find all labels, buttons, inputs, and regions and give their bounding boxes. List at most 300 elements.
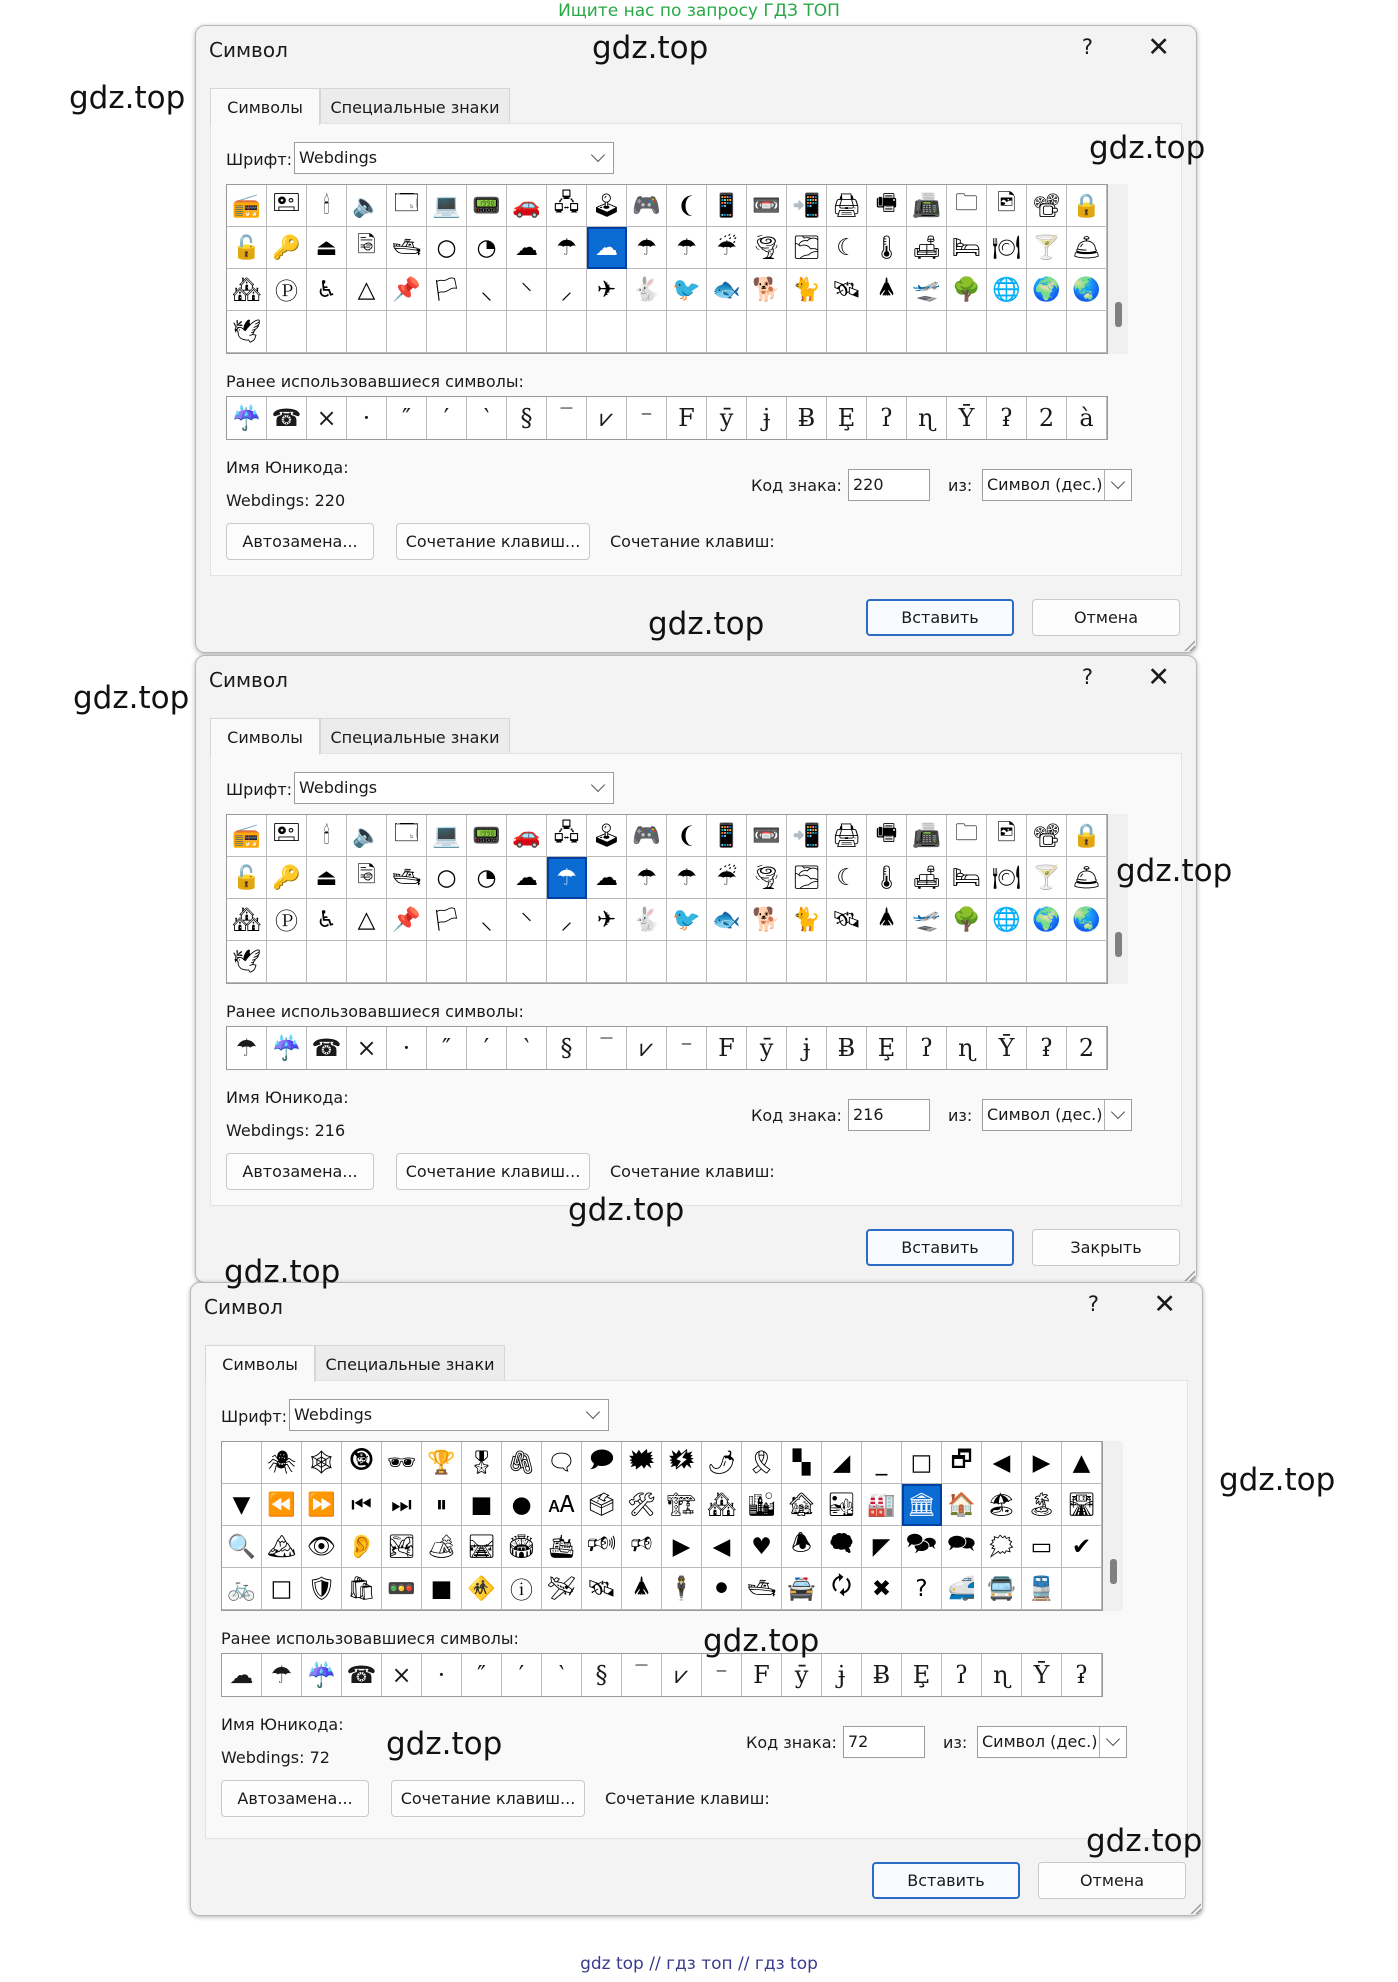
symbol-cell[interactable]: 🕬 (582, 1526, 622, 1568)
symbol-cell[interactable]: 🏘 (227, 269, 267, 311)
symbol-cell[interactable]: 🕲 (342, 1442, 382, 1484)
recent-symbol-cell[interactable]: ‵ (542, 1654, 582, 1696)
symbol-cell[interactable]: 🏠 (942, 1484, 982, 1526)
recent-symbol-cell[interactable]: ɉ (822, 1654, 862, 1696)
symbol-cell[interactable]: 🖨 (827, 815, 867, 857)
symbol-cell[interactable]: 🐈 (787, 269, 827, 311)
symbol-cell[interactable]: 🔒 (1067, 815, 1107, 857)
symbol-cell[interactable]: 🖧 (547, 185, 587, 227)
symbol-cell[interactable]: 🛋 (907, 227, 947, 269)
recent-symbol-cell[interactable]: F (667, 397, 707, 439)
symbol-cell[interactable]: ☁ (507, 227, 547, 269)
symbol-cell[interactable]: ▶ (662, 1526, 702, 1568)
symbol-cell[interactable]: 🚗 (507, 185, 547, 227)
symbol-cell[interactable] (427, 941, 467, 983)
symbol-cell[interactable]: 🗩 (582, 1442, 622, 1484)
symbol-cell[interactable] (427, 311, 467, 353)
symbol-cell[interactable]: ◔ (467, 857, 507, 899)
recent-symbol-cell[interactable]: ☎ (307, 1027, 347, 1069)
symbol-cell[interactable]: ○ (427, 227, 467, 269)
recent-symbol-cell[interactable]: · (422, 1654, 462, 1696)
symbol-cell[interactable]: 🐦 (667, 899, 707, 941)
symbol-cell[interactable]: 🔈 (347, 815, 387, 857)
symbol-cell[interactable]: △ (347, 269, 387, 311)
symbol-cell[interactable]: 🛏 (947, 227, 987, 269)
symbol-cell[interactable]: 🎖 (462, 1442, 502, 1484)
recent-symbol-cell[interactable]: × (347, 1027, 387, 1069)
symbol-cell[interactable]: 🖭 (267, 185, 307, 227)
autocorrect-button[interactable]: Автозамена... (221, 1780, 369, 1817)
scrollbar-thumb[interactable] (1110, 1559, 1117, 1584)
symbol-cell[interactable] (387, 941, 427, 983)
symbol-cell[interactable]: 🌏 (1067, 899, 1107, 941)
symbol-cell[interactable]: 🛣 (1062, 1484, 1102, 1526)
recent-symbol-cell[interactable]: 2 (1067, 1027, 1107, 1069)
symbol-cell[interactable]: 🛎 (1067, 227, 1107, 269)
recent-symbol-cell[interactable]: ☎ (342, 1654, 382, 1696)
cancel-button[interactable]: Отмена (1032, 599, 1180, 636)
symbol-cell[interactable]: ▚ (782, 1442, 822, 1484)
symbol-cell[interactable] (707, 311, 747, 353)
symbol-cell[interactable]: 🔓 (227, 857, 267, 899)
symbol-cell[interactable]: 🛤 (462, 1526, 502, 1568)
symbol-cell[interactable]: 🐇 (627, 899, 667, 941)
symbol-cell[interactable]: 📱 (707, 815, 747, 857)
recent-symbol-cell[interactable]: ☔ (267, 1027, 307, 1069)
symbol-cell[interactable]: ☾ (827, 857, 867, 899)
symbol-cell[interactable]: ☁ (587, 857, 627, 899)
symbol-cell[interactable]: 🐟 (707, 899, 747, 941)
from-select[interactable] (977, 1726, 1127, 1758)
symbol-cell[interactable] (547, 941, 587, 983)
symbol-cell[interactable]: 🗀 (947, 815, 987, 857)
recent-symbol-cell[interactable]: ɳ (982, 1654, 1022, 1696)
symbol-cell[interactable]: 🕶 (382, 1442, 422, 1484)
symbol-cell[interactable] (222, 1442, 262, 1484)
symbol-cell[interactable]: 🛏 (947, 857, 987, 899)
symbol-cell[interactable]: ✔ (1062, 1526, 1102, 1568)
recent-symbol-cell[interactable]: ‾ (622, 1654, 662, 1696)
symbol-cell[interactable]: ⸌ (507, 899, 547, 941)
symbol-cell[interactable]: 🕯 (307, 185, 347, 227)
symbol-cell[interactable]: 🎮 (627, 815, 667, 857)
symbol-cell[interactable]: 🕊 (227, 941, 267, 983)
symbol-cell[interactable]: 📠 (907, 185, 947, 227)
symbol-cell[interactable] (1027, 311, 1067, 353)
symbol-cell[interactable]: 🗚 (542, 1484, 582, 1526)
recent-symbol-cell[interactable]: ″ (387, 397, 427, 439)
symbol-cell[interactable]: 🏝 (1022, 1484, 1062, 1526)
recent-symbol-cell[interactable]: ⩗ (662, 1654, 702, 1696)
recent-symbol-cell[interactable]: ⁻ (702, 1654, 742, 1696)
symbol-cell[interactable]: 🛥 (387, 857, 427, 899)
symbol-cell[interactable]: ◔ (467, 227, 507, 269)
symbol-cell[interactable]: 🌫 (787, 227, 827, 269)
recent-symbol-cell[interactable]: · (387, 1027, 427, 1069)
symbol-cell[interactable]: 🌳 (947, 899, 987, 941)
symbol-cell[interactable]: 🏖 (982, 1484, 1022, 1526)
symbol-cell[interactable]: 🐕 (747, 899, 787, 941)
recent-symbol-cell[interactable]: ʔ (907, 1027, 947, 1069)
symbol-cell[interactable]: 🗟 (347, 227, 387, 269)
symbol-cell[interactable] (467, 311, 507, 353)
symbol-cell[interactable]: 🚆 (1022, 1568, 1062, 1610)
recent-symbol-cell[interactable]: ɳ (947, 1027, 987, 1069)
insert-button[interactable]: Вставить (872, 1862, 1020, 1899)
recent-symbol-cell[interactable]: ☁ (222, 1654, 262, 1696)
symbol-cell[interactable]: □ (902, 1442, 942, 1484)
symbol-cell[interactable] (747, 941, 787, 983)
resize-grip-icon[interactable] (1183, 639, 1195, 651)
symbol-cell[interactable]: 🌍 (1027, 899, 1067, 941)
recent-symbol-cell[interactable]: Ȳ (1022, 1654, 1062, 1696)
recent-symbol-cell[interactable]: ′ (427, 397, 467, 439)
symbol-cell[interactable]: 🏙 (742, 1484, 782, 1526)
symbol-cell[interactable]: ☔ (707, 227, 747, 269)
symbol-cell[interactable]: ☁ (587, 227, 627, 269)
symbol-cell[interactable]: ⏩ (302, 1484, 342, 1526)
recent-symbol-cell[interactable]: ‾ (587, 1027, 627, 1069)
symbol-cell[interactable]: 📻 (227, 815, 267, 857)
symbol-cell[interactable]: 🗰 (622, 1442, 662, 1484)
font-select[interactable] (294, 772, 614, 804)
symbol-cell[interactable]: 🏚 (782, 1484, 822, 1526)
symbol-cell[interactable]: 🚗 (507, 815, 547, 857)
symbol-cell[interactable]: ⏸ (422, 1484, 462, 1526)
char-code-input[interactable] (848, 469, 930, 501)
symbol-cell[interactable] (1067, 311, 1107, 353)
symbol-cell[interactable]: 🖨 (827, 185, 867, 227)
symbol-cell[interactable]: ✈ (587, 269, 627, 311)
symbol-cell[interactable]: 🕹 (587, 185, 627, 227)
symbol-cell[interactable]: 🕸 (302, 1442, 342, 1484)
symbol-cell[interactable] (707, 941, 747, 983)
symbol-cell[interactable]: ⸜ (467, 899, 507, 941)
symbol-cell[interactable]: 🐇 (627, 269, 667, 311)
recent-symbol-cell[interactable]: ☂ (227, 1027, 267, 1069)
symbol-cell[interactable]: 🗯 (982, 1526, 1022, 1568)
symbol-cell[interactable] (947, 941, 987, 983)
close-icon[interactable]: ✕ (1147, 32, 1170, 63)
symbol-cell[interactable]: 🚍 (982, 1568, 1022, 1610)
recent-symbol-cell[interactable]: ӯ (707, 397, 747, 439)
insert-button[interactable]: Вставить (866, 1229, 1014, 1266)
symbol-cell[interactable]: 🛳 (542, 1526, 582, 1568)
symbol-cell[interactable]: 🔈 (347, 185, 387, 227)
recent-symbol-cell[interactable]: × (307, 397, 347, 439)
symbol-cell[interactable]: 🛰 (827, 269, 867, 311)
symbol-cell[interactable] (867, 311, 907, 353)
insert-button[interactable]: Вставить (866, 599, 1014, 636)
symbol-cell[interactable]: 🗟 (347, 857, 387, 899)
symbol-cell[interactable] (507, 311, 547, 353)
symbol-cell[interactable]: 👁 (302, 1526, 342, 1568)
symbol-cell[interactable] (467, 941, 507, 983)
symbol-cell[interactable]: 📼 (747, 185, 787, 227)
symbol-cell[interactable]: 🕯 (307, 815, 347, 857)
symbol-cell[interactable]: 🗫 (902, 1526, 942, 1568)
symbol-cell[interactable]: ⏏ (307, 857, 347, 899)
symbol-cell[interactable]: 📌 (387, 269, 427, 311)
symbol-cell[interactable]: 🏳 (427, 899, 467, 941)
symbol-cell[interactable]: 📌 (387, 899, 427, 941)
autocorrect-button[interactable]: Автозамена... (226, 523, 374, 560)
symbol-cell[interactable] (827, 941, 867, 983)
symbol-cell[interactable]: 🎗 (742, 1442, 782, 1484)
symbol-cell[interactable]: 📠 (907, 815, 947, 857)
symbol-cell[interactable] (267, 941, 307, 983)
symbol-cell[interactable]: 🍸 (1027, 227, 1067, 269)
symbol-cell[interactable]: 🐕 (747, 269, 787, 311)
symbol-cell[interactable] (627, 941, 667, 983)
symbol-cell[interactable]: 🚥 (382, 1568, 422, 1610)
symbol-cell[interactable] (1062, 1568, 1102, 1610)
symbol-cell[interactable] (987, 311, 1027, 353)
symbol-cell[interactable]: 🛦 (622, 1568, 662, 1610)
recent-symbol-cell[interactable]: ⩗ (587, 397, 627, 439)
symbol-cell[interactable]: 🗔 (387, 815, 427, 857)
symbol-cell[interactable]: 🔓 (227, 227, 267, 269)
symbol-cell[interactable]: 🔒 (1067, 185, 1107, 227)
symbol-cell[interactable]: ☔ (707, 857, 747, 899)
symbol-cell[interactable]: 📽 (1027, 185, 1067, 227)
symbol-cell[interactable]: ⏪ (262, 1484, 302, 1526)
symbol-cell[interactable]: ◤ (862, 1526, 902, 1568)
symbol-cell[interactable]: 🏘 (702, 1484, 742, 1526)
symbol-cell[interactable]: 📟 (467, 815, 507, 857)
symbol-cell[interactable]: 👂 (342, 1526, 382, 1568)
symbol-cell[interactable]: Ⓟ (267, 269, 307, 311)
symbol-cell[interactable]: 🕊 (227, 311, 267, 353)
recent-symbol-cell[interactable]: ☔ (227, 397, 267, 439)
recent-symbol-cell[interactable]: ″ (427, 1027, 467, 1069)
recent-symbol-cell[interactable]: Ȩ (902, 1654, 942, 1696)
symbol-cell[interactable]: 🍽 (987, 227, 1027, 269)
recent-symbol-cell[interactable]: ʔ (867, 397, 907, 439)
symbol-cell[interactable] (307, 941, 347, 983)
symbol-cell[interactable]: ⸌ (507, 269, 547, 311)
recent-symbol-cell[interactable]: ɉ (747, 397, 787, 439)
symbol-cell[interactable]: 🕷 (262, 1442, 302, 1484)
symbol-cell[interactable]: ❨ (667, 815, 707, 857)
symbol-cell[interactable]: ▭ (1022, 1526, 1062, 1568)
symbol-cell[interactable] (267, 311, 307, 353)
symbol-cell[interactable]: 🗀 (947, 185, 987, 227)
recent-symbol-cell[interactable]: · (347, 397, 387, 439)
symbol-cell[interactable]: ✈ (587, 899, 627, 941)
symbol-cell[interactable]: 🌳 (947, 269, 987, 311)
tab-special-chars[interactable]: Специальные знаки (315, 1345, 505, 1381)
scrollbar-thumb[interactable] (1115, 302, 1122, 327)
recent-symbol-cell[interactable]: ʡ (1062, 1654, 1102, 1696)
symbol-cell[interactable]: ☾ (827, 227, 867, 269)
symbol-cell[interactable]: 🛰 (827, 899, 867, 941)
recent-symbol-cell[interactable]: ӯ (747, 1027, 787, 1069)
symbol-cell[interactable]: ❨ (667, 185, 707, 227)
symbol-cell[interactable]: ⸜ (467, 269, 507, 311)
symbol-cell[interactable]: ☂ (627, 857, 667, 899)
symbol-cell[interactable]: 🛋 (907, 857, 947, 899)
symbol-cell[interactable]: 🌪 (747, 227, 787, 269)
symbol-cell[interactable]: ♿ (307, 269, 347, 311)
symbol-cell[interactable] (627, 311, 667, 353)
recent-symbol-cell[interactable]: Ȳ (987, 1027, 1027, 1069)
recent-symbol-cell[interactable]: ′ (467, 1027, 507, 1069)
symbol-cell[interactable]: 🏭 (862, 1484, 902, 1526)
symbol-cell[interactable] (347, 941, 387, 983)
symbol-cell[interactable]: ⸝ (547, 899, 587, 941)
symbol-cell[interactable]: 🛫 (907, 269, 947, 311)
symbol-cell[interactable]: ⏮ (342, 1484, 382, 1526)
symbol-cell[interactable]: Ⓟ (267, 899, 307, 941)
symbol-cell[interactable]: 🔍 (222, 1526, 262, 1568)
help-button[interactable]: ? (1087, 1292, 1099, 1316)
symbol-cell[interactable]: 🗨 (542, 1442, 582, 1484)
symbol-cell[interactable]: ♥ (742, 1526, 782, 1568)
symbol-cell[interactable]: 🚔 (782, 1568, 822, 1610)
symbol-cell[interactable]: 🍸 (1027, 857, 1067, 899)
symbol-cell[interactable]: 🏳 (427, 269, 467, 311)
symbol-cell[interactable]: 🚅 (942, 1568, 982, 1610)
symbol-cell[interactable]: 🕴 (662, 1568, 702, 1610)
symbol-cell[interactable]: 🌐 (987, 899, 1027, 941)
recent-symbol-cell[interactable]: F (742, 1654, 782, 1696)
recent-symbol-cell[interactable]: § (547, 1027, 587, 1069)
symbol-cell[interactable]: ■ (422, 1568, 462, 1610)
symbol-cell[interactable]: 🖧 (547, 815, 587, 857)
symbol-cell[interactable]: 📼 (747, 815, 787, 857)
symbol-cell[interactable] (547, 311, 587, 353)
symbol-cell[interactable] (747, 311, 787, 353)
recent-symbol-cell[interactable]: Ƀ (787, 397, 827, 439)
recent-symbol-cell[interactable]: ‵ (507, 1027, 547, 1069)
symbol-cell[interactable]: _ (862, 1442, 902, 1484)
symbol-cell[interactable]: ✖ (862, 1568, 902, 1610)
symbol-cell[interactable]: ■ (462, 1484, 502, 1526)
symbol-cell[interactable]: 🌐 (987, 269, 1027, 311)
symbol-cell[interactable] (587, 941, 627, 983)
symbol-cell[interactable]: 🌫 (787, 857, 827, 899)
symbol-cell[interactable]: ◢ (822, 1442, 862, 1484)
symbol-cell[interactable]: ☂ (547, 857, 587, 899)
recent-symbol-cell[interactable]: Ƀ (862, 1654, 902, 1696)
symbol-cell[interactable]: 🖻 (987, 185, 1027, 227)
recent-symbol-cell[interactable]: Ȳ (947, 397, 987, 439)
symbol-cell[interactable]: 🌡 (867, 227, 907, 269)
title-bar[interactable] (196, 656, 1196, 704)
close-icon[interactable]: ✕ (1147, 662, 1170, 693)
shortcut-key-button[interactable]: Сочетание клавиш... (396, 1153, 590, 1190)
symbol-cell[interactable]: ◀ (982, 1442, 1022, 1484)
symbol-cell[interactable]: ⸝ (547, 269, 587, 311)
recent-symbol-cell[interactable]: Ȩ (827, 397, 867, 439)
symbol-cell[interactable]: ▲ (1062, 1442, 1102, 1484)
recent-symbol-cell[interactable]: F (707, 1027, 747, 1069)
symbol-cell[interactable] (347, 311, 387, 353)
recent-symbol-cell[interactable]: ⁻ (667, 1027, 707, 1069)
symbol-cell[interactable] (667, 941, 707, 983)
tab-symbols[interactable]: Символы (205, 1345, 315, 1382)
recent-symbol-cell[interactable]: ɳ (907, 397, 947, 439)
symbol-cell[interactable] (1067, 941, 1107, 983)
symbol-cell[interactable] (907, 311, 947, 353)
shortcut-key-button[interactable]: Сочетание клавиш... (391, 1780, 585, 1817)
symbol-cell[interactable] (667, 311, 707, 353)
symbol-cell[interactable]: 🛡 (302, 1568, 342, 1610)
symbol-cell[interactable]: ⏏ (307, 227, 347, 269)
symbol-cell[interactable]: 💻 (427, 815, 467, 857)
symbol-cell[interactable]: 🏗 (662, 1484, 702, 1526)
symbol-cell[interactable] (867, 941, 907, 983)
symbol-cell[interactable]: 🕹 (587, 815, 627, 857)
symbol-cell[interactable]: 🏞 (382, 1526, 422, 1568)
resize-grip-icon[interactable] (1189, 1902, 1201, 1914)
autocorrect-button[interactable]: Автозамена... (226, 1153, 374, 1190)
tab-special-chars[interactable]: Специальные знаки (320, 88, 510, 124)
recent-symbol-cell[interactable]: ☎ (267, 397, 307, 439)
symbol-cell[interactable] (307, 311, 347, 353)
symbol-cell[interactable]: 📲 (787, 185, 827, 227)
symbol-cell[interactable]: 🗳 (582, 1484, 622, 1526)
symbol-cell[interactable]: 🗗 (942, 1442, 982, 1484)
symbol-cell[interactable]: ♿ (307, 899, 347, 941)
symbol-cell[interactable] (587, 311, 627, 353)
symbol-cell[interactable]: 🏟 (502, 1526, 542, 1568)
symbol-cell[interactable]: ▼ (222, 1484, 262, 1526)
symbol-cell[interactable]: 🛍 (342, 1568, 382, 1610)
symbol-cell[interactable]: 🛦 (867, 899, 907, 941)
symbol-cell[interactable]: 🖷 (867, 815, 907, 857)
symbol-cell[interactable]: 🛩 (542, 1568, 582, 1610)
symbol-cell[interactable]: 🗔 (387, 185, 427, 227)
recent-symbol-cell[interactable]: ʡ (987, 397, 1027, 439)
symbol-cell[interactable]: 🎮 (627, 185, 667, 227)
symbol-cell[interactable]: 🏕 (422, 1526, 462, 1568)
font-select[interactable] (294, 142, 614, 174)
recent-symbol-cell[interactable]: ′ (502, 1654, 542, 1696)
symbol-cell[interactable]: 💻 (427, 185, 467, 227)
symbol-cell[interactable]: 🍽 (987, 857, 1027, 899)
symbol-cell[interactable]: 🌏 (1067, 269, 1107, 311)
help-button[interactable]: ? (1081, 35, 1093, 59)
recent-symbol-cell[interactable]: ☔ (302, 1654, 342, 1696)
symbol-cell[interactable]: 🗱 (662, 1442, 702, 1484)
symbol-cell[interactable]: ☁ (507, 857, 547, 899)
recent-symbol-cell[interactable]: § (507, 397, 547, 439)
close-icon[interactable]: ✕ (1153, 1289, 1176, 1320)
help-button[interactable]: ? (1081, 665, 1093, 689)
symbol-cell[interactable]: 🗘 (822, 1568, 862, 1610)
symbol-cell[interactable]: △ (347, 899, 387, 941)
recent-symbol-cell[interactable]: à (1067, 397, 1107, 439)
resize-grip-icon[interactable] (1183, 1269, 1195, 1281)
scrollbar-thumb[interactable] (1115, 932, 1122, 957)
symbol-cell[interactable]: 🗬 (822, 1526, 862, 1568)
symbol-cell[interactable]: ⚫ (702, 1568, 742, 1610)
recent-symbol-cell[interactable]: ‾ (547, 397, 587, 439)
recent-symbol-cell[interactable]: ‵ (467, 397, 507, 439)
symbol-cell[interactable]: 🖻 (987, 815, 1027, 857)
symbol-cell[interactable]: ☂ (627, 227, 667, 269)
recent-symbol-cell[interactable]: 2 (1027, 397, 1067, 439)
symbol-cell[interactable]: ● (502, 1484, 542, 1526)
grid-scrollbar[interactable] (1108, 184, 1128, 354)
symbol-cell[interactable]: 🕫 (622, 1526, 662, 1568)
symbol-cell[interactable] (1027, 941, 1067, 983)
symbol-cell[interactable]: 🌍 (1027, 269, 1067, 311)
symbol-cell[interactable]: 📱 (707, 185, 747, 227)
shortcut-key-button[interactable]: Сочетание клавиш... (396, 523, 590, 560)
